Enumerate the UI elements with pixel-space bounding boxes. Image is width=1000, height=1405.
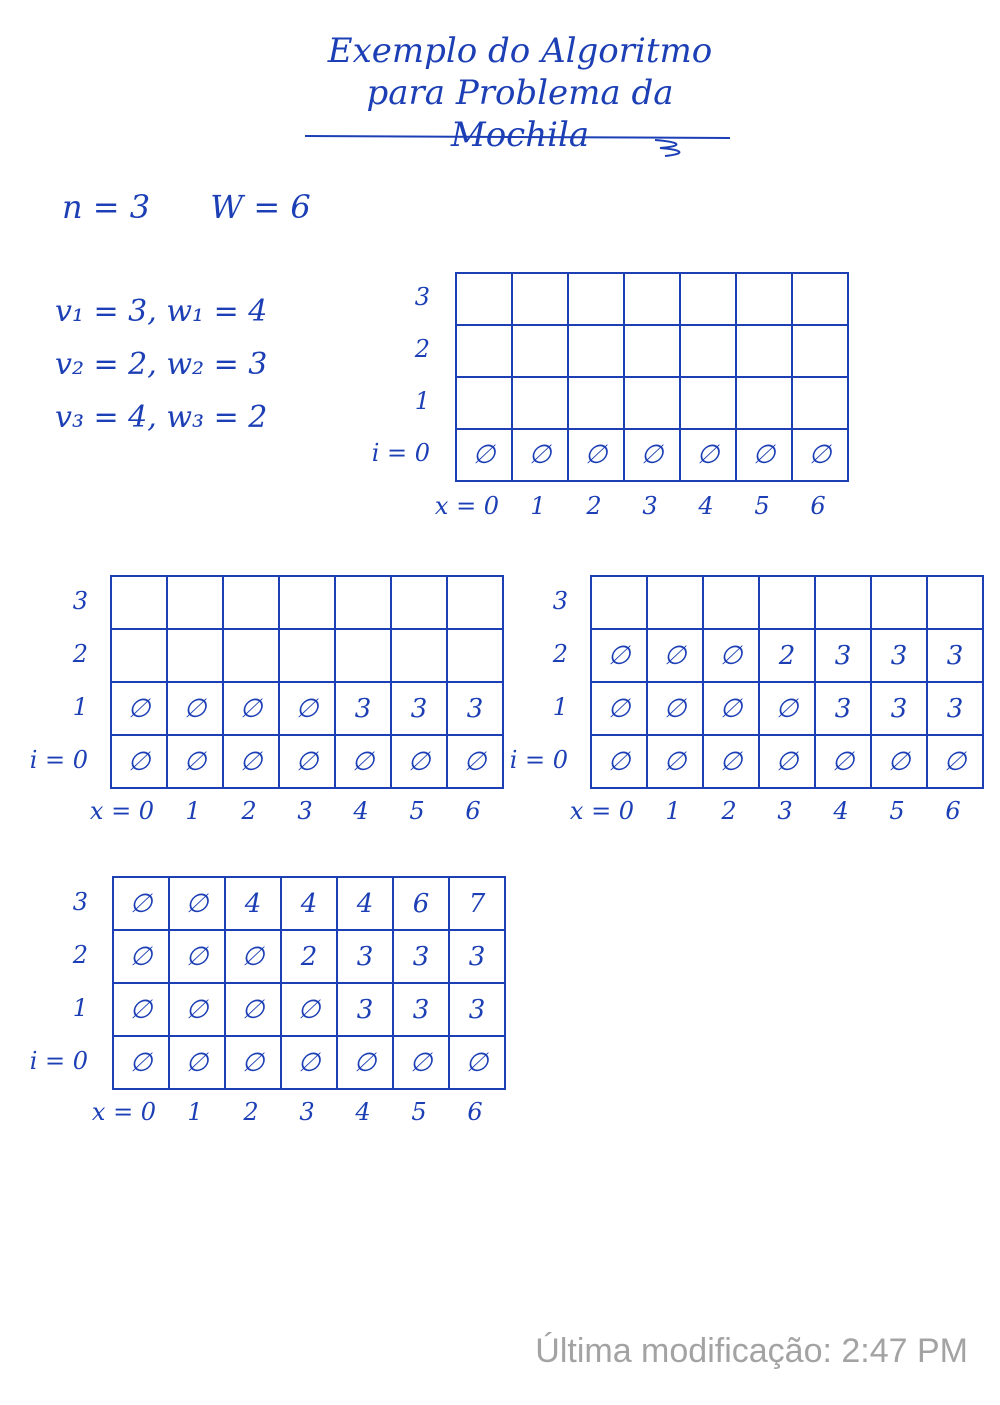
column-label: 2 bbox=[586, 492, 602, 520]
column-label: 4 bbox=[698, 492, 714, 520]
table-cell: ∅ bbox=[223, 682, 279, 735]
title-line-2: para Problema da Mochila bbox=[366, 73, 674, 155]
table-cell: ∅ bbox=[113, 877, 169, 930]
row-label: 1 bbox=[72, 692, 88, 721]
table-cell: ∅ bbox=[223, 735, 279, 788]
table-cell: 3 bbox=[337, 983, 393, 1036]
dp-table-3 bbox=[590, 575, 984, 789]
table-row bbox=[456, 325, 848, 377]
table-row bbox=[111, 629, 503, 682]
table-cell bbox=[279, 629, 335, 682]
table-cell bbox=[736, 377, 792, 429]
row-label: 2 bbox=[414, 335, 430, 363]
column-label: 1 bbox=[530, 492, 546, 520]
column-label: x = 0 bbox=[91, 1098, 157, 1126]
column-label: 5 bbox=[409, 797, 425, 825]
table-cell: ∅ bbox=[111, 682, 167, 735]
table-cell bbox=[167, 629, 223, 682]
column-label: 6 bbox=[810, 492, 826, 520]
table-cell: ∅ bbox=[647, 629, 703, 682]
table-row bbox=[591, 682, 983, 735]
table-cell: ∅ bbox=[281, 1036, 337, 1089]
table-cell bbox=[871, 576, 927, 629]
title-line-1: Exemplo do Algoritmo bbox=[327, 31, 713, 71]
table-cell bbox=[568, 273, 624, 325]
column-label: 3 bbox=[642, 492, 658, 520]
table-cell bbox=[736, 325, 792, 377]
table-cell: ∅ bbox=[113, 983, 169, 1036]
table-cell: ∅ bbox=[281, 983, 337, 1036]
table-cell: ∅ bbox=[225, 930, 281, 983]
last-modified-label: Última modificação: 2:47 PM bbox=[535, 1332, 968, 1370]
table-row bbox=[591, 576, 983, 629]
table-cell: ∅ bbox=[113, 930, 169, 983]
table-cell: ∅ bbox=[391, 735, 447, 788]
table-cell: ∅ bbox=[111, 735, 167, 788]
table-cell: ∅ bbox=[447, 735, 503, 788]
table-cell: ∅ bbox=[167, 682, 223, 735]
table-cell bbox=[512, 273, 568, 325]
table-cell: ∅ bbox=[225, 983, 281, 1036]
table-cell: ∅ bbox=[759, 735, 815, 788]
row-label: i = 0 bbox=[29, 1046, 88, 1075]
table-cell bbox=[335, 629, 391, 682]
table-cell: ∅ bbox=[169, 983, 225, 1036]
column-label: 2 bbox=[243, 1098, 259, 1126]
param-W: W = 6 bbox=[210, 188, 311, 226]
problem-parameters bbox=[62, 188, 361, 226]
table-cell: ∅ bbox=[337, 1036, 393, 1089]
table-cell: ∅ bbox=[871, 735, 927, 788]
table-cell bbox=[568, 377, 624, 429]
table-cell: ∅ bbox=[113, 1036, 169, 1089]
table-cell bbox=[391, 576, 447, 629]
column-label: 2 bbox=[721, 797, 737, 825]
table-row bbox=[113, 983, 505, 1036]
table-row bbox=[456, 429, 848, 481]
table-cell: ∅ bbox=[759, 682, 815, 735]
table-cell bbox=[223, 576, 279, 629]
table-cell bbox=[512, 325, 568, 377]
table-cell: 3 bbox=[927, 629, 983, 682]
table-cell: 3 bbox=[447, 682, 503, 735]
table-cell: ∅ bbox=[279, 735, 335, 788]
item-3: v₃ = 4, w₃ = 2 bbox=[55, 400, 268, 435]
table-cell bbox=[624, 273, 680, 325]
table-cell bbox=[111, 629, 167, 682]
row-label: 2 bbox=[552, 639, 568, 668]
column-label: 6 bbox=[945, 797, 961, 825]
table-cell: ∅ bbox=[815, 735, 871, 788]
table-cell: 3 bbox=[815, 629, 871, 682]
table-cell: ∅ bbox=[703, 629, 759, 682]
table-cell bbox=[792, 273, 848, 325]
table-cell bbox=[223, 629, 279, 682]
column-label: 3 bbox=[297, 797, 313, 825]
column-label: x = 0 bbox=[89, 797, 155, 825]
column-label: 5 bbox=[411, 1098, 427, 1126]
column-label: 4 bbox=[355, 1098, 371, 1126]
table-cell bbox=[624, 377, 680, 429]
table-cell bbox=[279, 576, 335, 629]
column-label: 1 bbox=[187, 1098, 203, 1126]
table-cell bbox=[167, 576, 223, 629]
column-label: 4 bbox=[353, 797, 369, 825]
table-row bbox=[111, 735, 503, 788]
column-label: 3 bbox=[777, 797, 793, 825]
table-row bbox=[456, 273, 848, 325]
table-row bbox=[113, 930, 505, 983]
table-cell bbox=[792, 325, 848, 377]
table-cell: ∅ bbox=[703, 735, 759, 788]
table-row bbox=[591, 629, 983, 682]
table-cell: 4 bbox=[337, 877, 393, 930]
table-cell bbox=[568, 325, 624, 377]
table-cell: 3 bbox=[449, 930, 505, 983]
item-1: v₁ = 3, w₁ = 4 bbox=[55, 294, 268, 329]
row-label: i = 0 bbox=[29, 745, 88, 774]
table-cell: ∅ bbox=[647, 682, 703, 735]
item-list bbox=[55, 285, 267, 444]
table-cell: 6 bbox=[393, 877, 449, 930]
table-cell: 3 bbox=[393, 930, 449, 983]
table-cell: ∅ bbox=[512, 429, 568, 481]
table-cell: 3 bbox=[871, 629, 927, 682]
row-label: i = 0 bbox=[371, 439, 430, 467]
table-cell: 3 bbox=[391, 682, 447, 735]
table-cell: ∅ bbox=[335, 735, 391, 788]
dp-table-1 bbox=[455, 272, 849, 482]
table-cell: 3 bbox=[871, 682, 927, 735]
dp-table-4 bbox=[112, 876, 506, 1090]
table-row bbox=[111, 682, 503, 735]
row-label: 2 bbox=[72, 940, 88, 969]
row-label: 2 bbox=[72, 639, 88, 668]
table-cell bbox=[335, 576, 391, 629]
table-cell: ∅ bbox=[167, 735, 223, 788]
table-cell: ∅ bbox=[680, 429, 736, 481]
table-cell: 2 bbox=[759, 629, 815, 682]
column-label: 2 bbox=[241, 797, 257, 825]
table-cell: ∅ bbox=[456, 429, 512, 481]
column-label: x = 0 bbox=[434, 492, 500, 520]
table-cell: 7 bbox=[449, 877, 505, 930]
row-label: 1 bbox=[552, 692, 568, 721]
table-cell bbox=[680, 325, 736, 377]
row-label: 3 bbox=[552, 586, 568, 615]
table-cell bbox=[815, 576, 871, 629]
table-cell: ∅ bbox=[225, 1036, 281, 1089]
dp-table-2 bbox=[110, 575, 504, 789]
table-cell bbox=[391, 629, 447, 682]
table-row bbox=[456, 377, 848, 429]
table-cell: 3 bbox=[815, 682, 871, 735]
table-cell bbox=[680, 377, 736, 429]
table-cell bbox=[456, 325, 512, 377]
table-row bbox=[591, 735, 983, 788]
table-row bbox=[113, 1036, 505, 1089]
column-label: 5 bbox=[754, 492, 770, 520]
item-2: v₂ = 2, w₂ = 3 bbox=[55, 347, 268, 382]
table-cell: ∅ bbox=[591, 629, 647, 682]
column-label: 5 bbox=[889, 797, 905, 825]
row-label: 1 bbox=[414, 387, 430, 415]
column-label: 1 bbox=[185, 797, 201, 825]
table-cell bbox=[456, 273, 512, 325]
row-label: 3 bbox=[72, 586, 88, 615]
table-cell bbox=[456, 377, 512, 429]
column-label: x = 0 bbox=[569, 797, 635, 825]
table-cell bbox=[512, 377, 568, 429]
table-cell: 3 bbox=[449, 983, 505, 1036]
table-cell bbox=[647, 576, 703, 629]
table-cell bbox=[759, 576, 815, 629]
table-cell: 3 bbox=[393, 983, 449, 1036]
table-cell: ∅ bbox=[591, 735, 647, 788]
table-cell: 2 bbox=[281, 930, 337, 983]
table-row bbox=[111, 576, 503, 629]
table-cell: ∅ bbox=[792, 429, 848, 481]
row-label: 3 bbox=[414, 283, 430, 311]
table-cell: ∅ bbox=[927, 735, 983, 788]
table-cell: ∅ bbox=[393, 1036, 449, 1089]
table-cell bbox=[111, 576, 167, 629]
table-cell: ∅ bbox=[568, 429, 624, 481]
column-label: 6 bbox=[467, 1098, 483, 1126]
column-label: 3 bbox=[299, 1098, 315, 1126]
param-n: n = 3 bbox=[62, 188, 151, 226]
table-cell: ∅ bbox=[169, 877, 225, 930]
table-cell: 3 bbox=[927, 682, 983, 735]
row-label: i = 0 bbox=[509, 745, 568, 774]
table-cell bbox=[927, 576, 983, 629]
row-label: 1 bbox=[72, 993, 88, 1022]
table-cell: ∅ bbox=[736, 429, 792, 481]
table-cell bbox=[447, 576, 503, 629]
table-cell bbox=[680, 273, 736, 325]
table-cell: ∅ bbox=[647, 735, 703, 788]
table-cell: 3 bbox=[335, 682, 391, 735]
table-cell bbox=[792, 377, 848, 429]
table-cell bbox=[624, 325, 680, 377]
table-cell bbox=[447, 629, 503, 682]
row-label: 3 bbox=[72, 887, 88, 916]
table-cell: 4 bbox=[281, 877, 337, 930]
table-cell bbox=[591, 576, 647, 629]
table-cell: ∅ bbox=[624, 429, 680, 481]
title-underline bbox=[300, 128, 740, 168]
table-cell: ∅ bbox=[169, 1036, 225, 1089]
table-cell bbox=[736, 273, 792, 325]
column-label: 4 bbox=[833, 797, 849, 825]
table-cell: 4 bbox=[225, 877, 281, 930]
table-cell: ∅ bbox=[703, 682, 759, 735]
table-cell: ∅ bbox=[279, 682, 335, 735]
table-cell: 3 bbox=[337, 930, 393, 983]
column-label: 1 bbox=[665, 797, 681, 825]
table-cell: ∅ bbox=[449, 1036, 505, 1089]
table-cell: ∅ bbox=[169, 930, 225, 983]
table-row bbox=[113, 877, 505, 930]
table-cell: ∅ bbox=[591, 682, 647, 735]
column-label: 6 bbox=[465, 797, 481, 825]
table-cell bbox=[703, 576, 759, 629]
